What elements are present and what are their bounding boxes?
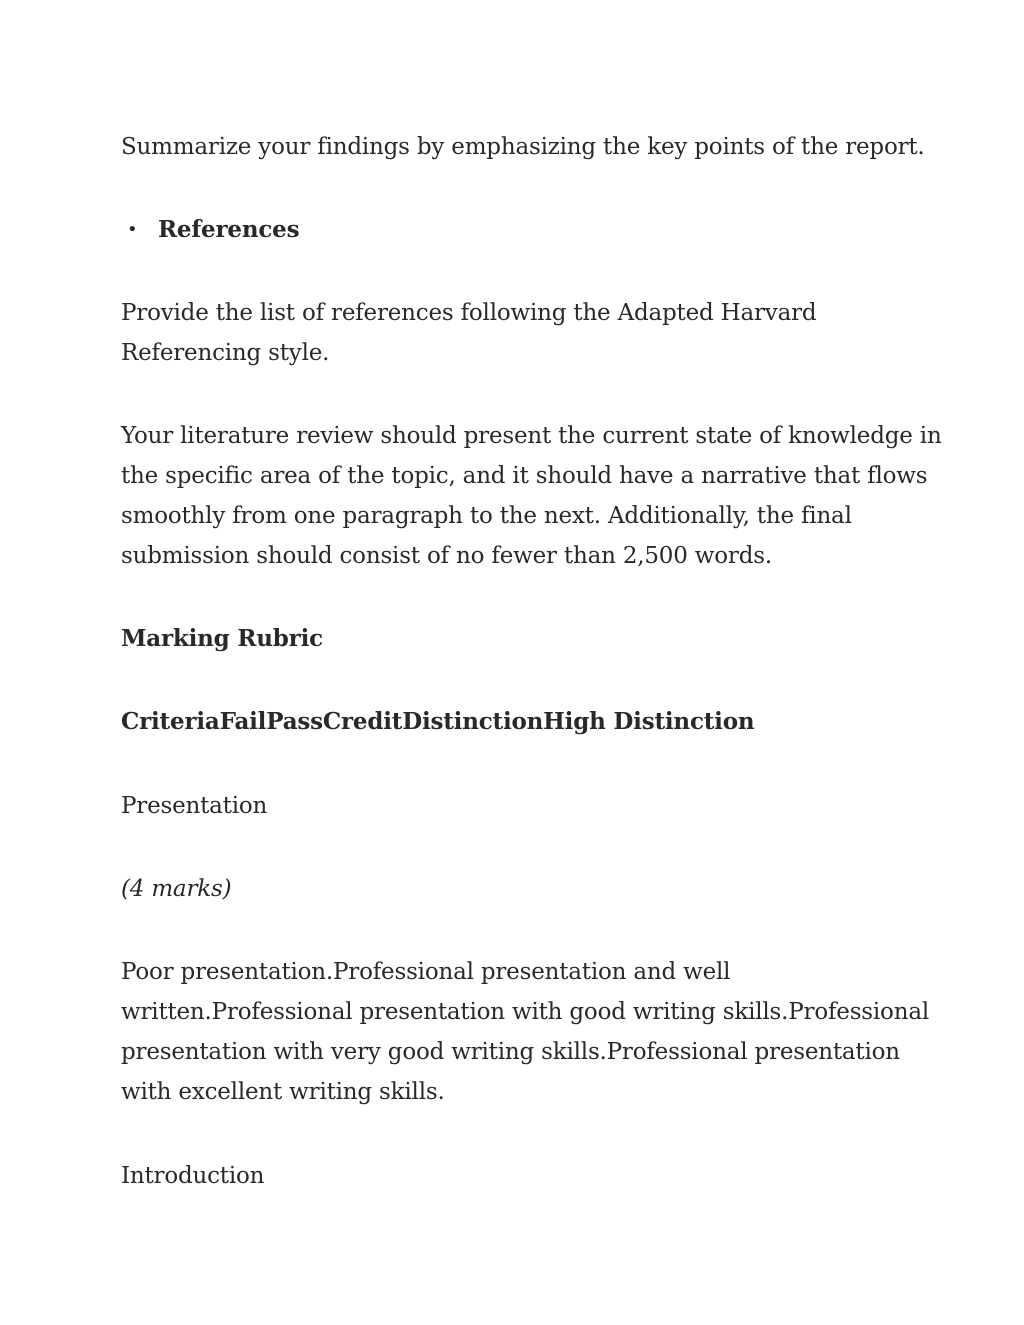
text-line: Referencing style. (121, 340, 330, 366)
text-line: presentation with very good writing skills.Professional presentation (121, 1039, 900, 1065)
literature-review-paragraph (121, 416, 942, 576)
criteria-presentation-label: Presentation (121, 793, 268, 819)
presentation-marks: (4 marks) (121, 876, 232, 902)
text-line: Poor presentation.Professional presentation and well (121, 959, 731, 985)
bullet-icon: • (127, 219, 138, 240)
criteria-introduction-label: Introduction (121, 1163, 265, 1189)
text-line: smoothly from one paragraph to the next. Additionally, the final (121, 503, 852, 529)
summary-paragraph: Summarize your findings by emphasizing the key points of the report. (121, 134, 925, 160)
references-heading: References (158, 216, 300, 243)
text-line: Your literature review should present the current state of knowledge in (121, 423, 942, 449)
text-line: with excellent writing skills. (121, 1079, 445, 1105)
text-line: submission should consist of no fewer than 2,500 words. (121, 543, 772, 569)
text-line: the specific area of the topic, and it should have a narrative that flows (121, 463, 928, 489)
references-paragraph (121, 293, 816, 373)
marking-rubric-heading: Marking Rubric (121, 625, 323, 652)
presentation-descriptions (121, 952, 929, 1112)
text-line: written.Professional presentation with good writing skills.Professional (121, 999, 929, 1025)
text-line: Provide the list of references following the Adapted Harvard (121, 300, 817, 326)
rubric-header-row: CriteriaFailPassCreditDistinctionHigh Distinction (121, 708, 755, 735)
